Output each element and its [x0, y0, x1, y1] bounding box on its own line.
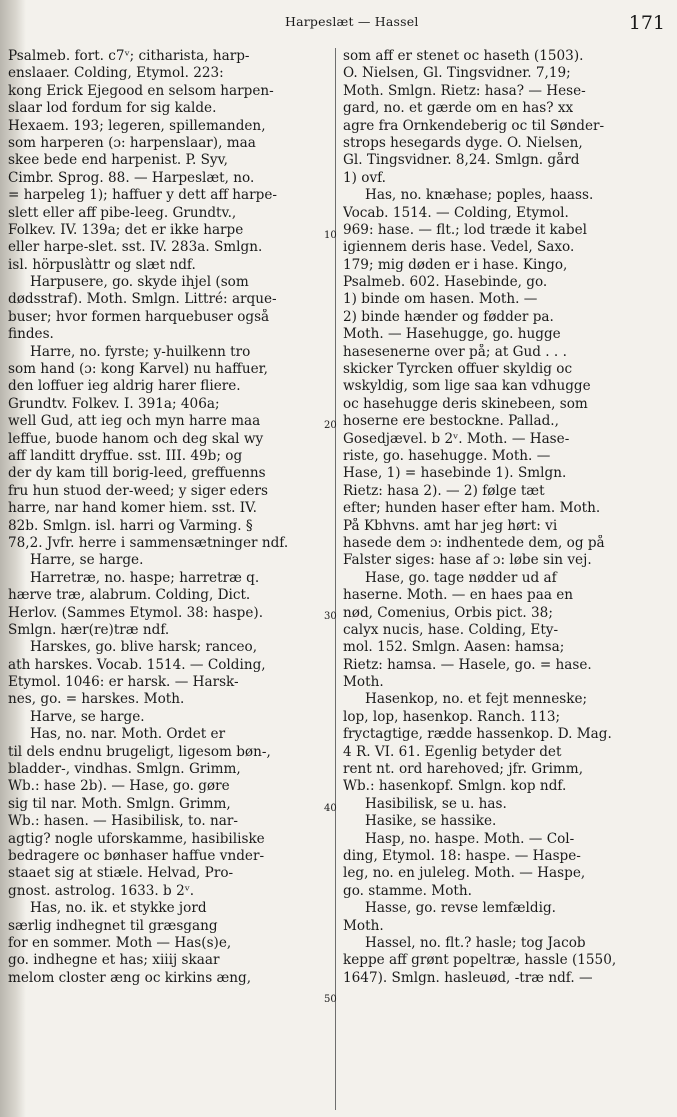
text-line: Falster siges: hase af ɔ: løbe sin vej.: [343, 552, 592, 569]
text-line: Hase, 1) = hasebinde 1). Smlgn.: [343, 465, 567, 482]
text-line: 2) binde hænder og fødder pa.: [343, 308, 554, 325]
text-line: Harve, se harge.: [30, 708, 145, 725]
text-line: aff landitt dryffue. sst. III. 49b; og: [8, 447, 243, 464]
text-line: rent nt. ord harehoved; jfr. Grimm,: [343, 761, 584, 778]
left-column: [8, 48, 330, 987]
line-marker: 20: [324, 420, 337, 431]
page-header: [0, 10, 677, 38]
text-line: Moth.: [343, 917, 384, 934]
text-line: oc hasehugge deris skinebeen, som: [343, 395, 588, 412]
text-line: Gl. Tingsvidner. 8,24. Smlgn. gård: [343, 152, 580, 169]
text-line: 1) binde om hasen. Moth. —: [343, 291, 538, 308]
text-line: den loffuer ieg aldrig harer fliere.: [8, 378, 241, 395]
text-line: Has, no. ik. et stykke jord: [30, 900, 207, 917]
text-line: fru hun stuod der-weed; y siger eders: [8, 482, 268, 499]
text-line: skicker Tyrcken offuer skyldig oc: [343, 361, 573, 378]
text-line: haserne. Moth. — en haes paa en: [343, 587, 574, 604]
text-line: Hassel, no. flt.? hasle; tog Jacob: [365, 934, 586, 951]
text-line: hasesenerne over på; at Gud . . .: [343, 343, 567, 360]
text-line: der dy kam till borig-leed, greffuenns: [8, 465, 266, 482]
text-line: Has, no. nar. Moth. Ordet er: [30, 726, 226, 743]
text-line: Rietz: hamsa. — Hasele, go. = hase.: [343, 656, 592, 673]
text-line: slett eller aff pibe-leeg. Grundtv.,: [8, 204, 237, 221]
text-line: 1) ovf.: [343, 169, 387, 186]
text-line: Harre, no. fyrste; y-huilkenn tro: [30, 343, 251, 360]
text-line: Herlov. (Sammes Etymol. 38: haspe).: [8, 604, 264, 621]
line-marker: 30: [324, 611, 337, 622]
text-line: som harperen (ɔ: harpenslaar), maa: [8, 134, 256, 151]
text-line: Hase, go. tage nødder ud af: [365, 569, 557, 586]
text-line: Etymol. 1046: er harsk. — Harsk-: [8, 674, 239, 691]
text-line: enslaaer. Colding, Etymol. 223:: [8, 65, 224, 82]
text-line: mol. 152. Smlgn. Aasen: hamsa;: [343, 639, 565, 656]
text-line: dødsstraf). Moth. Smlgn. Littré: arque-: [8, 291, 277, 308]
text-line: fryctagtige, rædde hassenkop. D. Mag.: [343, 726, 612, 743]
text-line: skee bede end harpenist. P. Syv,: [8, 152, 228, 169]
text-line: efter; hunden haser efter ham. Moth.: [343, 500, 601, 517]
text-line: staaet sig at stiæle. Helvad, Pro-: [8, 865, 234, 882]
text-line: hoserne ere bestockne. Pallad.,: [343, 413, 559, 430]
text-line: isl. hörpuslàttr og slæt ndf.: [8, 256, 196, 273]
text-line: Cimbr. Sprog. 88. — Harpeslæt, no.: [8, 169, 255, 186]
text-line: 78,2. Jvfr. herre i sammensætninger ndf.: [8, 534, 289, 551]
text-line: til dels endnu brugeligt, ligesom bøn-,: [8, 743, 271, 760]
text-line: go. stamme. Moth.: [343, 882, 472, 899]
text-line: Moth. Smlgn. Rietz: hasa? — Hese-: [343, 82, 586, 99]
line-marker: 50: [324, 994, 337, 1005]
right-column: [343, 48, 669, 987]
text-line: O. Nielsen, Gl. Tingsvidner. 7,19;: [343, 65, 571, 82]
column-divider: [335, 48, 336, 1110]
text-line: Psalmeb. fort. c7ᵛ; citharista, harp-: [8, 48, 250, 64]
text-line: go. indhegne et has; xiiij skaar: [8, 952, 220, 969]
line-marker: 40: [324, 803, 337, 814]
text-line: Hasike, se hassike.: [365, 813, 497, 830]
text-line: 82b. Smlgn. isl. harri og Varming. §: [8, 517, 253, 534]
text-line: hærve træ, alabrum. Colding, Dict.: [8, 587, 251, 604]
text-line: Hasenkop, no. et fejt menneske;: [365, 691, 588, 708]
text-line: ding, Etymol. 18: haspe. — Haspe-: [343, 847, 581, 864]
text-line: ath harskes. Vocab. 1514. — Colding,: [8, 656, 266, 673]
text-line: lop, lop, hasenkop. Ranch. 113;: [343, 708, 561, 725]
text-line: gard, no. et gærde om en has? xx: [343, 100, 574, 117]
line-marker: 10: [324, 230, 337, 241]
text-line: Grundtv. Folkev. I. 391a; 406a;: [8, 395, 220, 412]
text-line: gnost. astrolog. 1633. b 2ᵛ.: [8, 882, 195, 899]
text-line: Moth. — Hasehugge, go. hugge: [343, 326, 561, 343]
text-line: Wb.: hase 2b). — Hase, go. gøre: [8, 778, 230, 795]
text-line: keppe aff grønt popeltræ, hassle (1550,: [343, 952, 617, 969]
text-line: = harpeleg 1); haffuer y dett aff harpe-: [8, 187, 277, 204]
text-line: 1647). Smlgn. hasleuød, -træ ndf. —: [343, 969, 593, 986]
text-line: Hasse, go. revse lemfældig.: [365, 900, 556, 917]
text-line: 179; mig døden er i hase. Kingo,: [343, 256, 568, 273]
text-line: Hasibilisk, se u. has.: [365, 795, 507, 812]
text-line: slaar lod fordum for sig kalde.: [8, 100, 217, 117]
text-line: bladder-, vindhas. Smlgn. Grimm,: [8, 761, 241, 778]
text-line: kong Erick Ejegood en selsom harpen-: [8, 82, 274, 99]
text-line: Smlgn. hær(re)træ ndf.: [8, 621, 170, 638]
text-line: findes.: [8, 326, 54, 343]
text-line: Hexaem. 193; legeren, spillemanden,: [8, 117, 266, 134]
text-line: eller harpe-slet. sst. IV. 283a. Smlgn.: [8, 239, 263, 256]
text-line: wskyldig, som lige saa kan vdhugge: [343, 378, 591, 395]
text-line: well Gud, att ieg och myn harre maa: [8, 413, 261, 430]
text-line: Harretræ, no. haspe; harretræ q.: [30, 569, 260, 586]
text-line: for en sommer. Moth — Has(s)e,: [8, 934, 232, 951]
text-line: som aff er stenet oc haseth (1503).: [343, 48, 584, 64]
running-head: Harpeslæt — Hassel: [285, 14, 419, 29]
text-line: buser; hvor formen harquebuser også: [8, 308, 270, 325]
text-line: strops hesegards dyge. O. Nielsen,: [343, 134, 583, 151]
text-line: 969: hase. — flt.; lod træde it kabel: [343, 221, 587, 238]
text-line: Harpusere, go. skyde ihjel (som: [30, 274, 249, 291]
text-line: igiennem deris hase. Vedel, Saxo.: [343, 239, 575, 256]
text-line: harre, nar hand komer hiem. sst. IV.: [8, 500, 257, 517]
text-line: Has, no. knæhase; poples, haass.: [365, 187, 594, 204]
text-line: agre fra Ornkendeberig oc til Sønder-: [343, 117, 605, 134]
text-line: melom closter æng oc kirkins æng,: [8, 969, 252, 986]
text-line: Wb.: hasen. — Hasibilisk, to. nar-: [8, 813, 238, 830]
text-line: 4 R. VI. 61. Egenlig betyder det: [343, 743, 562, 760]
text-line: Harre, se harge.: [30, 552, 144, 569]
text-line: nød, Comenius, Orbis pict. 38;: [343, 604, 553, 621]
text-line: leg, no. en juleleg. Moth. — Haspe,: [343, 865, 586, 882]
text-line: Psalmeb. 602. Hasebinde, go.: [343, 274, 548, 291]
text-line: Moth.: [343, 674, 384, 691]
text-line: Harskes, go. blive harsk; ranceo,: [30, 639, 258, 656]
text-line: sig til nar. Moth. Smlgn. Grimm,: [8, 795, 231, 812]
text-line: hasede dem ɔ: indhentede dem, og på: [343, 534, 605, 551]
page-number: 171: [628, 12, 665, 34]
text-line: særlig indhegnet til græsgang: [8, 917, 218, 934]
text-line: calyx nucis, hase. Colding, Ety-: [343, 621, 559, 638]
text-line: Hasp, no. haspe. Moth. — Col-: [365, 830, 575, 847]
text-line: På Kbhvns. amt har jeg hørt: vi: [343, 517, 558, 534]
text-line: agtig? nogle uforskamme, hasibiliske: [8, 830, 265, 847]
text-line: leffue, buode hanom och deg skal wy: [8, 430, 264, 447]
text-line: bedragere oc bønhaser haffue vnder-: [8, 847, 265, 864]
text-line: riste, go. hasehugge. Moth. —: [343, 447, 551, 464]
text-line: Gosedjævel. b 2ᵛ. Moth. — Hase-: [343, 430, 570, 447]
text-line: nes, go. = harskes. Moth.: [8, 691, 185, 708]
text-line: som hand (ɔ: kong Karvel) nu haffuer,: [8, 361, 268, 378]
text-line: Folkev. IV. 139a; det er ikke harpe: [8, 221, 244, 238]
text-line: Vocab. 1514. — Colding, Etymol.: [343, 204, 569, 221]
text-line: Wb.: hasenkopf. Smlgn. kop ndf.: [343, 778, 567, 795]
text-line: Rietz: hasa 2). — 2) følge tæt: [343, 482, 545, 499]
